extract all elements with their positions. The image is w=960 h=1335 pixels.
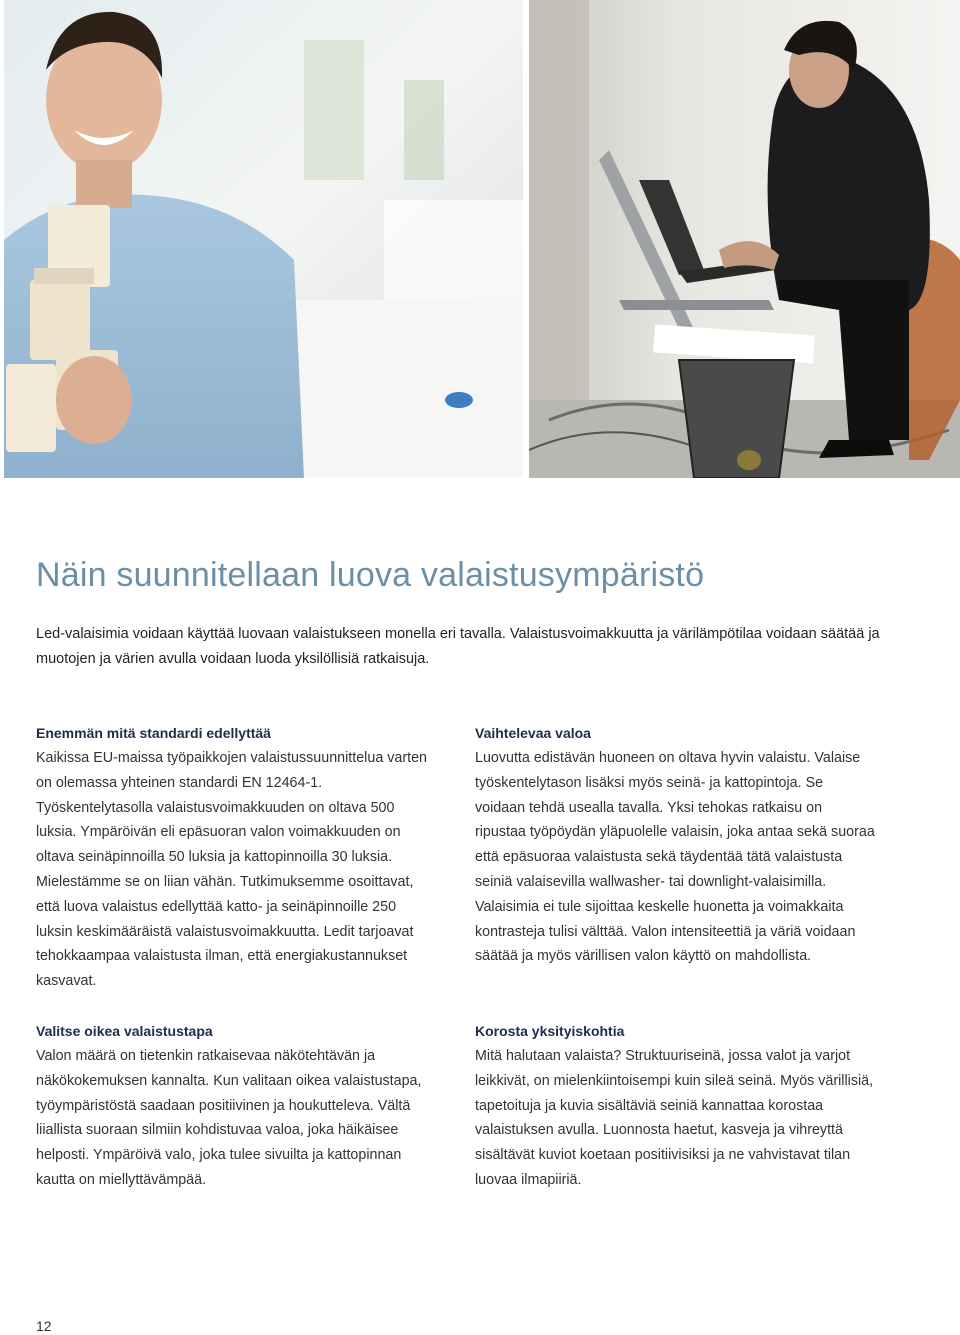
page-title: Näin suunnitellaan luova valaistusympäristö (36, 556, 705, 594)
section-highlight-details (475, 1019, 875, 1193)
section-heading: Vaihtelevaa valoa (475, 725, 591, 741)
section-lighting-method (36, 1019, 436, 1193)
section-heading: Enemmän mitä standardi edellyttää (36, 725, 271, 741)
section-varying-light (475, 721, 875, 969)
section-body: Mitä halutaan valaista? Struktuuriseinä, jossa valot ja varjot leikkivät, on mielenkiintoisempi kuin sileä seinä. Myös värillisiä, tapetoituja ja kuvia sisältäviä seiniä kannattaa korostaa valaistuksen avulla. Luonnosta haetut, kasveja ja vihreyttä sisältävät kuviot koetaan positiivisiksi ja ne vahvistavat tilan luovaa ilmapiiriä. (475, 1048, 874, 1188)
section-body: Kaikissa EU-maissa työpaikkojen valaistussuunnittelua varten on olemassa yhteinen standardi EN 12464-1. Työskentelytasolla valaistusvoimakkuuden on oltava 500 luksia. Ympäröivän eli epäsuoran valon voimakkuuden on oltava seinäpinnoilla 50 luksia ja kattopinnoilla 30 luksia. Mielestämme se on liian vähän. Tutkimuksemme osoittavat, että luova valaistus edellyttää katto- ja seinäpinnoille 250 luksin keskimääräistä valaistusvoimakkuutta. Ledit tarjoavat tehokkaampaa valaistusta ilman, että energiakustannukset kasvavat. (36, 750, 427, 990)
section-standard (36, 721, 436, 994)
page-number: 12 (36, 1318, 52, 1334)
section-body: Valon määrä on tietenkin ratkaisevaa näkötehtävän ja näkökokemuksen kannalta. Kun valitaan oikea valaistustapa, työympäristöstä saadaan positiivinen ja houkutteleva. Vältä liiallista suoraan silmiin kohdistuvaa valoa, joka häikäisee helposti. Ympäröivä valo, joka tulee sivuilta ja kattopinnan kautta on miellyttävämpää. (36, 1048, 422, 1188)
photo-man-with-laptop (529, 0, 960, 478)
section-body: Luovutta edistävän huoneen on oltava hyvin valaistu. Valaise työskentelytason lisäksi myös seinä- ja kattopintoja. Se voidaan tehdä usealla tavalla. Yksi tehokas ratkaisu on ripustaa työpöydän yläpuolelle valaisin, joka antaa sekä suoraa että epäsuoraa valaistusta sekä täydentää tätä valaistusta seiniä valaisevilla wallwasher- tai downlight-valaisimilla. Valaisimia ei tule sijoittaa keskelle huonetta ja voimakkaita kontrasteja tulisi välttää. Valon intensiteettiä ja väriä voidaan säätää ja myös värillisen valon käyttö on mahdollista. (475, 750, 875, 965)
photo-man-with-coffee-cups (4, 0, 523, 478)
section-heading: Korosta yksityiskohtia (475, 1023, 625, 1039)
section-heading: Valitse oikea valaistustapa (36, 1023, 213, 1039)
intro-paragraph: Led-valaisimia voidaan käyttää luovaan valaistukseen monella eri tavalla. Valaistusvoimakkuutta ja värilämpötilaa voidaan säätää ja muotojen ja värien avulla voidaan luoda yksilöllisiä ratkaisuja. (36, 626, 880, 667)
